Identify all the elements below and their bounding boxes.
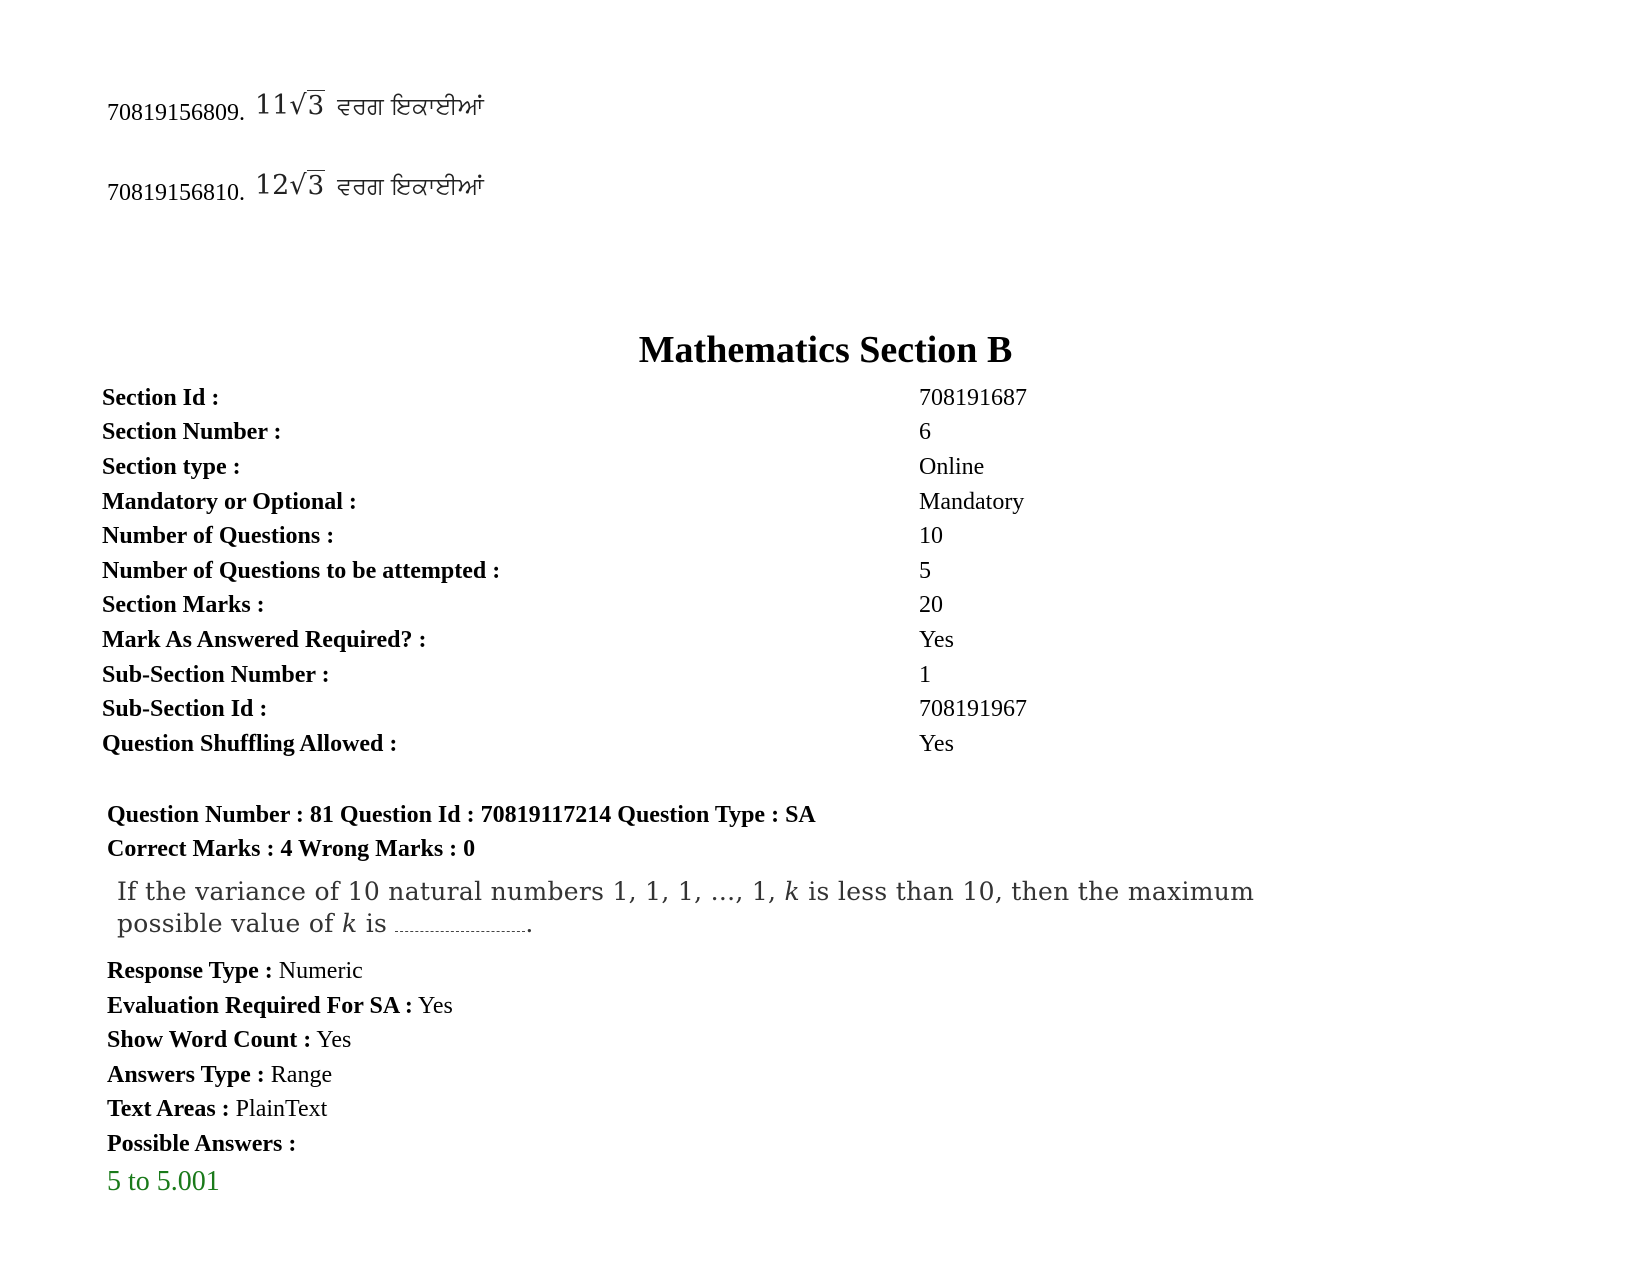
property-value: 708191687 — [919, 384, 1027, 411]
property-label: Section Id : — [102, 384, 220, 411]
property-value: Online — [919, 453, 985, 480]
property-label: Number of Questions to be attempted : — [102, 557, 501, 584]
question-text — [117, 876, 1267, 940]
meta-value: Yes — [417, 992, 453, 1019]
property-value: 6 — [919, 419, 931, 446]
property-label: Question Shuffling Allowed : — [102, 730, 398, 757]
property-value: 10 — [919, 523, 943, 550]
property-row — [102, 485, 1027, 520]
option-unit: ਵਰਗ ਇਕਾਈਆਂ — [337, 172, 484, 200]
property-label: Mark As Answered Required? : — [102, 626, 427, 653]
question-marks: Correct Marks : 4 Wrong Marks : 0 — [107, 836, 476, 862]
option-id: 70819156809. — [107, 100, 245, 126]
meta-row — [107, 954, 1267, 989]
possible-answers-value: 5 to 5.001 — [107, 1165, 220, 1197]
property-row — [102, 658, 1027, 693]
meta-row — [107, 1092, 1267, 1127]
question-block — [107, 798, 1267, 1200]
question-variable: k — [784, 877, 800, 906]
property-value: 1 — [919, 661, 931, 688]
question-text-part: is less than 10, then the maximum possible value of — [117, 877, 1255, 938]
meta-label: Evaluation Required For SA : — [107, 992, 413, 1019]
property-label: Section type : — [102, 453, 241, 480]
property-value: 5 — [919, 557, 931, 584]
meta-value: Numeric — [278, 958, 363, 984]
question-header: Question Number : 81 Question Id : 70819117214 Question Type : SA — [107, 802, 816, 828]
property-row — [102, 554, 1027, 589]
option-coefficient: 12 — [255, 170, 290, 201]
meta-label: Answers Type : — [107, 1061, 265, 1088]
meta-value: Yes — [316, 1027, 352, 1054]
sqrt-symbol: √ — [289, 90, 307, 121]
meta-row — [107, 1127, 1267, 1162]
property-label: Number of Questions : — [102, 523, 335, 550]
possible-answers-label: Possible Answers : — [107, 1130, 297, 1157]
option-radicand: 3 — [307, 91, 325, 121]
section-title: Mathematics Section B — [638, 329, 1013, 371]
meta-label: Response Type : — [107, 958, 273, 984]
property-label: Section Number : — [102, 419, 282, 446]
property-row — [102, 519, 1027, 554]
option-coefficient: 11 — [255, 90, 290, 121]
property-label: Section Marks : — [102, 592, 265, 619]
option-id: 70819156810. — [107, 180, 245, 206]
property-value: 20 — [919, 592, 943, 619]
meta-label: Show Word Count : — [107, 1027, 312, 1054]
meta-row — [107, 1023, 1267, 1058]
property-label: Sub-Section Id : — [102, 696, 268, 723]
property-value: 708191967 — [919, 696, 1027, 723]
property-value: Yes — [919, 626, 954, 653]
question-text-part: is — [365, 909, 388, 938]
property-label: Mandatory or Optional : — [102, 488, 357, 515]
section-properties — [102, 381, 1027, 762]
property-row — [102, 727, 1027, 762]
question-text-part: If the variance of 10 natural numbers 1, 1, 1, ..., 1, — [117, 877, 777, 906]
property-row — [102, 623, 1027, 658]
property-value: Yes — [919, 730, 954, 757]
property-row — [102, 416, 1027, 451]
property-row — [102, 589, 1027, 624]
meta-row — [107, 1058, 1267, 1093]
option-row — [107, 170, 484, 207]
property-row — [102, 692, 1027, 727]
sqrt-symbol: √ — [289, 170, 307, 201]
property-value: Mandatory — [919, 488, 1025, 515]
option-unit: ਵਰਗ ਇਕਾਈਆਂ — [337, 92, 484, 120]
question-meta — [107, 954, 1267, 1200]
option-row — [107, 90, 484, 127]
property-label: Sub-Section Number : — [102, 661, 330, 688]
property-row — [102, 381, 1027, 416]
meta-value: PlainText — [235, 1096, 328, 1123]
question-variable: k — [341, 909, 358, 938]
option-radicand: 3 — [307, 171, 325, 201]
option-math-image — [255, 90, 484, 121]
meta-value: Range — [270, 1061, 333, 1088]
answer-blank — [395, 911, 525, 932]
property-row — [102, 450, 1027, 485]
question-text-end: . — [525, 909, 534, 938]
meta-row — [107, 989, 1267, 1024]
meta-label: Text Areas : — [107, 1096, 230, 1123]
option-math-image — [255, 170, 484, 201]
